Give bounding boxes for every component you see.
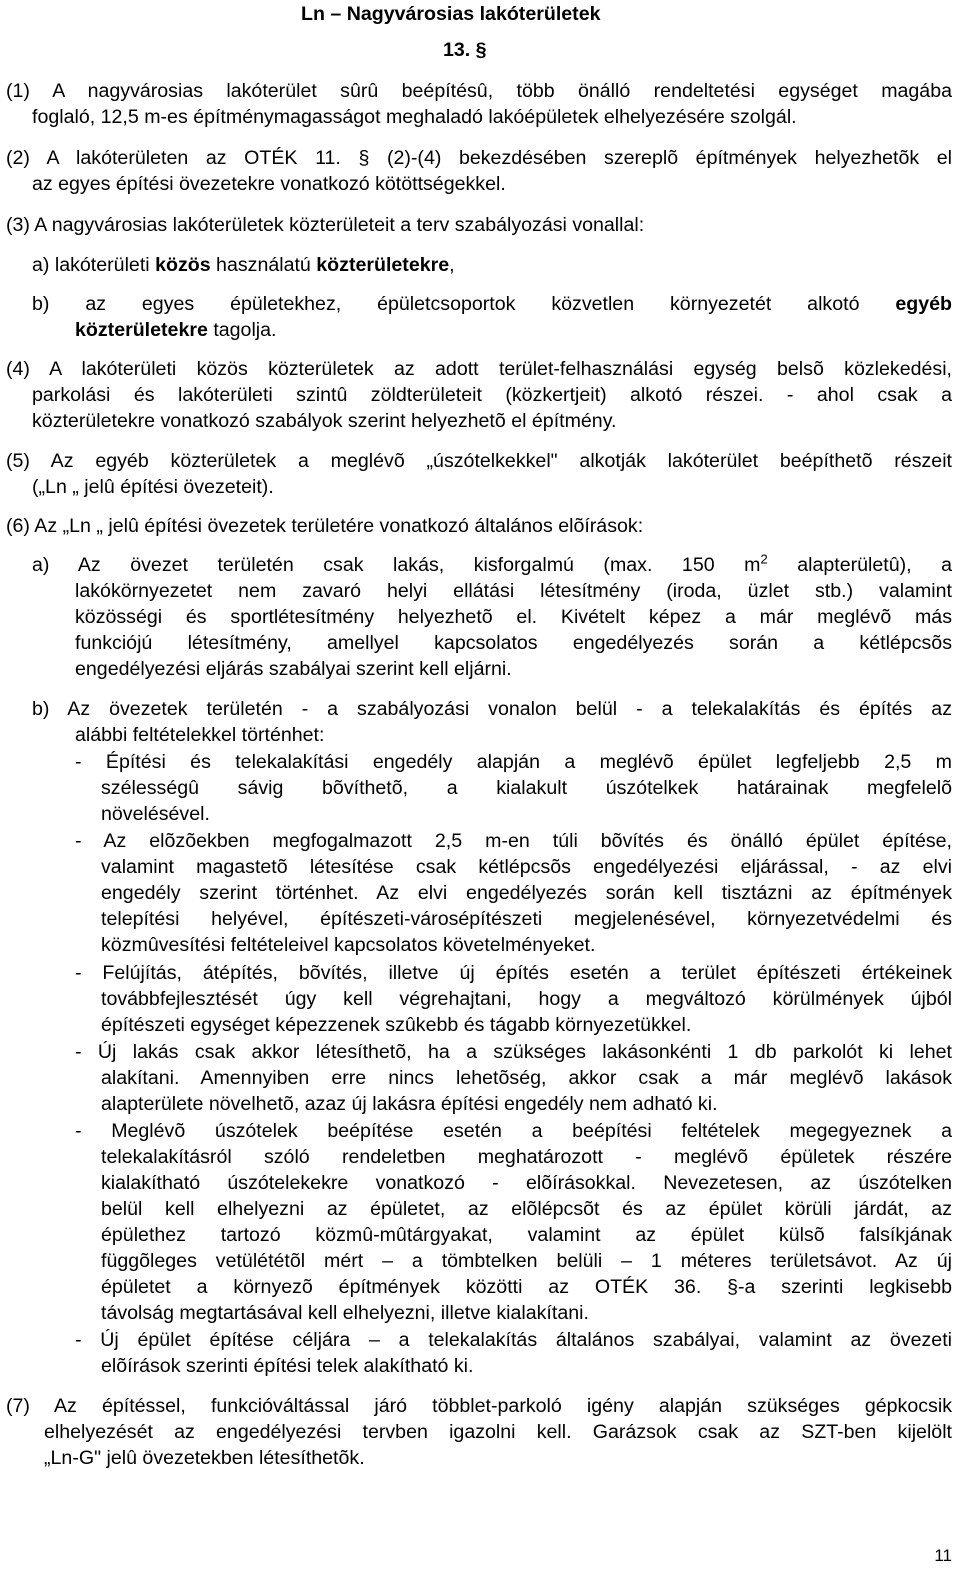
paragraph-3-item-a: a) lakóterületi közös használatú közterületekre, [32,254,455,276]
dash-item-4-line-3: alapterülete növelhetõ, azaz új lakásra építési engedély nem adható ki. [101,1093,718,1115]
paragraph-7-line-2: elhelyezését az engedélyezési tervben igazolni kell. Garázsok csak az SZT-ben kijelölt [44,1421,952,1443]
dash-item-2-line-4: telepítési helyével, építészeti-városépítészeti megjelenésével, környezetvédelmi és [101,908,952,930]
dash-item-5-line-6: függõleges vetülététõl mért – a tömbtelken belüli – 1 méteres területsávot. Az új [101,1250,952,1272]
dash-item-1-line-2: szélességû sávig bõvíthetõ, a kialakult úszótelkek határainak megfelelõ [101,777,952,799]
paragraph-3-item-b-line-1: b) az egyes épületekhez, épületcsoportok közvetlen környezetét alkotó egyéb [32,293,952,315]
paragraph-7-line-3: „Ln-G" jelû övezetekben létesíthetõk. [44,1447,365,1469]
dash-item-5-line-1: - Meglévõ úszótelek beépítése esetén a beépítési feltételek megegyeznek a [75,1120,952,1142]
paragraph-1-line-1: (1) A nagyvárosias lakóterület sûrû beépítésû, több önálló rendeltetési egységet magába [6,80,952,102]
paragraph-6-a-line-1: a) Az övezet területén csak lakás, kisforgalmú (max. 150 $m^2$ alapterületû), a [32,551,952,576]
dash-item-6-line-1: - Új épület építése céljára – a telekalakítás általános szabályai, valamint az övezeti [75,1329,952,1351]
dash-item-2-line-3: engedély szerint történhet. Az elvi engedélyezés során kell tisztázni az építmények [101,882,952,904]
dash-item-5-line-8: távolság megtartásával kell elhelyezni, illetve kialakítani. [101,1302,589,1324]
dash-item-6-line-2: elõírások szerinti építési telek alakítható ki. [101,1355,474,1377]
paragraph-6-b-line-1: b) Az övezetek területén - a szabályozási vonalon belül - a telekalakítás és építés az [32,698,952,720]
paragraph-2-line-2: az egyes építési övezetekre vonatkozó kötöttségekkel. [32,173,506,195]
dash-item-2-line-5: közmûvesítési feltételeivel kapcsolatos követelményeket. [101,934,596,956]
dash-item-4-line-1: - Új lakás csak akkor létesíthetõ, ha a szükséges lakásonkénti 1 db parkolót ki lehet [75,1041,952,1063]
paragraph-6-a-line-2: lakókörnyezetet nem zavaró helyi ellátási létesítmény (iroda, üzlet stb.) valamint [75,580,952,602]
paragraph-6-a-line-3: közösségi és sportlétesítmény helyezhetõ el. Kivételt képez a már meglévõ más [75,606,952,628]
paragraph-5-line-1: (5) Az egyéb közterületek a meglévõ „úszótelkekkel" alkotják lakóterület beépíthetõ részeit [6,450,952,472]
paragraph-2-line-1: (2) A lakóterületen az OTÉK 11. § (2)-(4) bekezdésében szereplõ építmények helyezhetõk el [6,147,952,169]
dash-item-4-line-2: alakítani. Amennyiben erre nincs lehetõség, akkor csak a már meglévõ lakások [101,1067,952,1089]
dash-item-3-line-2: továbbfejlesztését úgy kell végrehajtani, hogy a megváltozó körülmények újból [101,988,952,1010]
dash-item-1-line-3: növelésével. [101,803,210,825]
paragraph-3-item-b-line-2: közterületekre tagolja. [75,319,277,341]
section-number: 13. § [443,39,487,61]
paragraph-6-a-line-5: engedélyezési eljárás szabályai szerint kell eljárni. [75,658,512,680]
dash-item-1-line-1: - Építési és telekalakítási engedély alapján a meglévõ épület legfeljebb 2,5 m [75,751,952,773]
dash-item-5-line-2: telekalakításról szóló rendeletben meghatározott - meglévõ épületek részére [101,1146,952,1168]
paragraph-6-a-line-4: funkciójú létesítmény, amellyel kapcsolatos engedélyezés során a kétlépcsõs [75,632,952,654]
dash-item-2-line-2: valamint magastetõ létesítése csak kétlépcsõs engedélyezési eljárással, - az elvi [101,856,952,878]
paragraph-5-line-2: („Ln „ jelû építési övezeteit). [32,476,274,498]
dash-item-3-line-1: - Felújítás, átépítés, bõvítés, illetve új építés esetén a terület építészeti értékeinek [75,962,952,984]
paragraph-1-line-2: foglaló, 12,5 m-es építménymagasságot meghaladó lakóépületek elhelyezésére szolgál. [32,106,797,128]
paragraph-6-b-line-2: alábbi feltételekkel történhet: [75,724,325,746]
document-title: Ln – Nagyvárosias lakóterületek [301,3,601,25]
dash-item-5-line-4: belül kell elhelyezni az épületet, az elõlépcsõt és az épület körüli járdát, az [101,1198,952,1220]
dash-item-5-line-7: épületet a környezõ építmények közötti az OTÉK 36. §-a szerinti legkisebb [101,1276,952,1298]
dash-item-5-line-5: épülethez tartozó közmû-mûtárgyakat, valamint az épület külsõ falsíkjának [101,1224,952,1246]
paragraph-6-intro: (6) Az „Ln „ jelû építési övezetek területére vonatkozó általános elõírások: [6,515,644,537]
dash-item-5-line-3: kialakítható úszótelekekre vonatkozó - elõírásokkal. Nevezetesen, az úszótelken [101,1172,952,1194]
paragraph-4-line-3: közterületekre vonatkozó szabályok szerint helyezhetõ el építmény. [32,410,617,432]
dash-item-3-line-3: építészeti egységet képezzenek szûkebb és tágabb környezetükkel. [101,1014,692,1036]
dash-item-2-line-1: - Az elõzõekben megfogalmazott 2,5 m-en túli bõvítés és önálló épület építése, [75,830,952,852]
paragraph-4-line-1: (4) A lakóterületi közös közterületek az adott terület-felhasználási egység belsõ közlekedési, [6,358,952,380]
paragraph-3-intro: (3) A nagyvárosias lakóterületek közterületeit a terv szabályozási vonallal: [6,214,645,236]
paragraph-7-line-1: (7) Az építéssel, funkcióváltással járó többlet-parkoló igény alapján szükséges gépkocsik [6,1395,952,1417]
page-number: 11 [934,1546,952,1565]
paragraph-4-line-2: parkolási és lakóterületi szintû zöldterületeit (közkertjeit) alkotó részei. - ahol csak a [32,384,952,406]
